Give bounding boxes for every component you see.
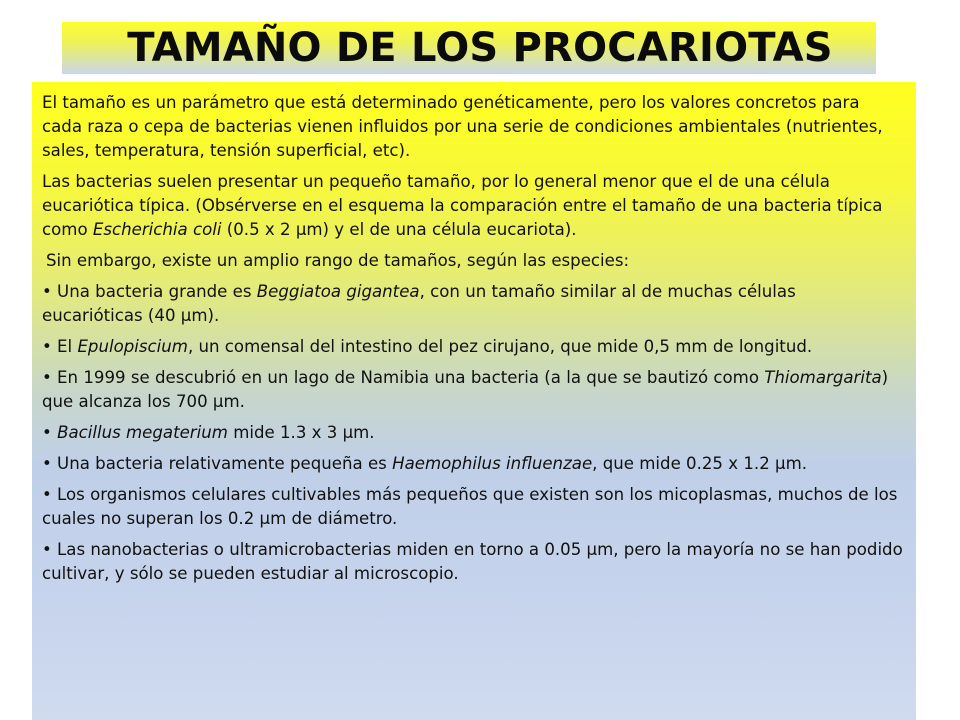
intro-text: El tamaño es un parámetro que está determinado genéticamente, pero los valores concretos para cada raza o cepa de bacterias vienen influidos por una serie de condiciones ambientales (nutrientes, sales, temperatura, tensión superficial, etc). xyxy=(42,93,883,160)
comparison-text-end: (0.5 x 2 μm) y el de una célula eucariota). xyxy=(221,220,577,239)
bullet-nanobacterias xyxy=(42,538,904,586)
bacillus-bullet: • xyxy=(42,423,58,442)
comparison-text-start: Las bacterias suelen presentar un pequeño tamaño, por lo general menor que el de una célula eucariótica típica. (Obsérverse en el esquema la comparación entre el tamaño de una bacteria típica como xyxy=(42,172,883,239)
species-epulopiscium: Epulopiscium xyxy=(77,337,188,356)
haemophilus-text-end: , que mide 0.25 x 1.2 μm. xyxy=(592,454,808,473)
nanobacterias-text: • Las nanobacterias o ultramicrobacterias miden en torno a 0.05 μm, pero la mayoría no se han podido cultivar, y sólo se pueden estudiar al microscopio. xyxy=(42,540,903,583)
paragraph-range-intro xyxy=(42,249,904,273)
slide-title: TAMAÑO DE LOS PROCARIOTAS xyxy=(127,25,833,71)
bullet-micoplasmas xyxy=(42,483,904,531)
epulopiscium-text-end: , un comensal del intestino del pez cirujano, que mide 0,5 mm de longitud. xyxy=(187,337,813,356)
bullet-thiomargarita xyxy=(42,366,904,414)
species-thiomargarita: Thiomargarita xyxy=(764,368,882,387)
species-beggiatoa: Beggiatoa gigantea xyxy=(256,282,420,301)
species-bacillus: Bacillus megaterium xyxy=(57,423,228,442)
haemophilus-text-start: • Una bacteria relativamente pequeña es xyxy=(42,454,393,473)
bullet-epulopiscium xyxy=(42,335,904,359)
thiomargarita-text-start: • En 1999 se descubrió en un lago de Namibia una bacteria (a la que se bautizó como xyxy=(42,368,765,387)
epulopiscium-text-start: • El xyxy=(42,337,78,356)
species-haemophilus: Haemophilus influenzae xyxy=(392,454,593,473)
beggiatoa-text-mid: , con un tamaño similar al de muchas células xyxy=(419,282,796,301)
bullet-beggiatoa xyxy=(42,280,904,328)
paragraph-intro xyxy=(42,91,904,163)
thiomargarita-text-end: ) que alcanza los 700 μm. xyxy=(42,368,889,411)
bullet-bacillus xyxy=(42,421,904,445)
beggiatoa-text-start: • Una bacteria grande es xyxy=(42,282,257,301)
bullet-haemophilus xyxy=(42,452,904,476)
range-intro-text: Sin embargo, existe un amplio rango de tamaños, según las especies: xyxy=(46,251,630,270)
beggiatoa-text-end: eucarióticas (40 μm). xyxy=(42,306,220,325)
species-ecoli: Escherichia coli xyxy=(92,220,222,239)
content-box xyxy=(32,82,916,720)
bacillus-text-end: mide 1.3 x 3 μm. xyxy=(227,423,375,442)
micoplasmas-text: • Los organismos celulares cultivables más pequeños que existen son los micoplasmas, muchos de los cuales no superan los 0.2 μm de diámetro. xyxy=(42,485,898,528)
paragraph-size-comparison xyxy=(42,170,904,242)
